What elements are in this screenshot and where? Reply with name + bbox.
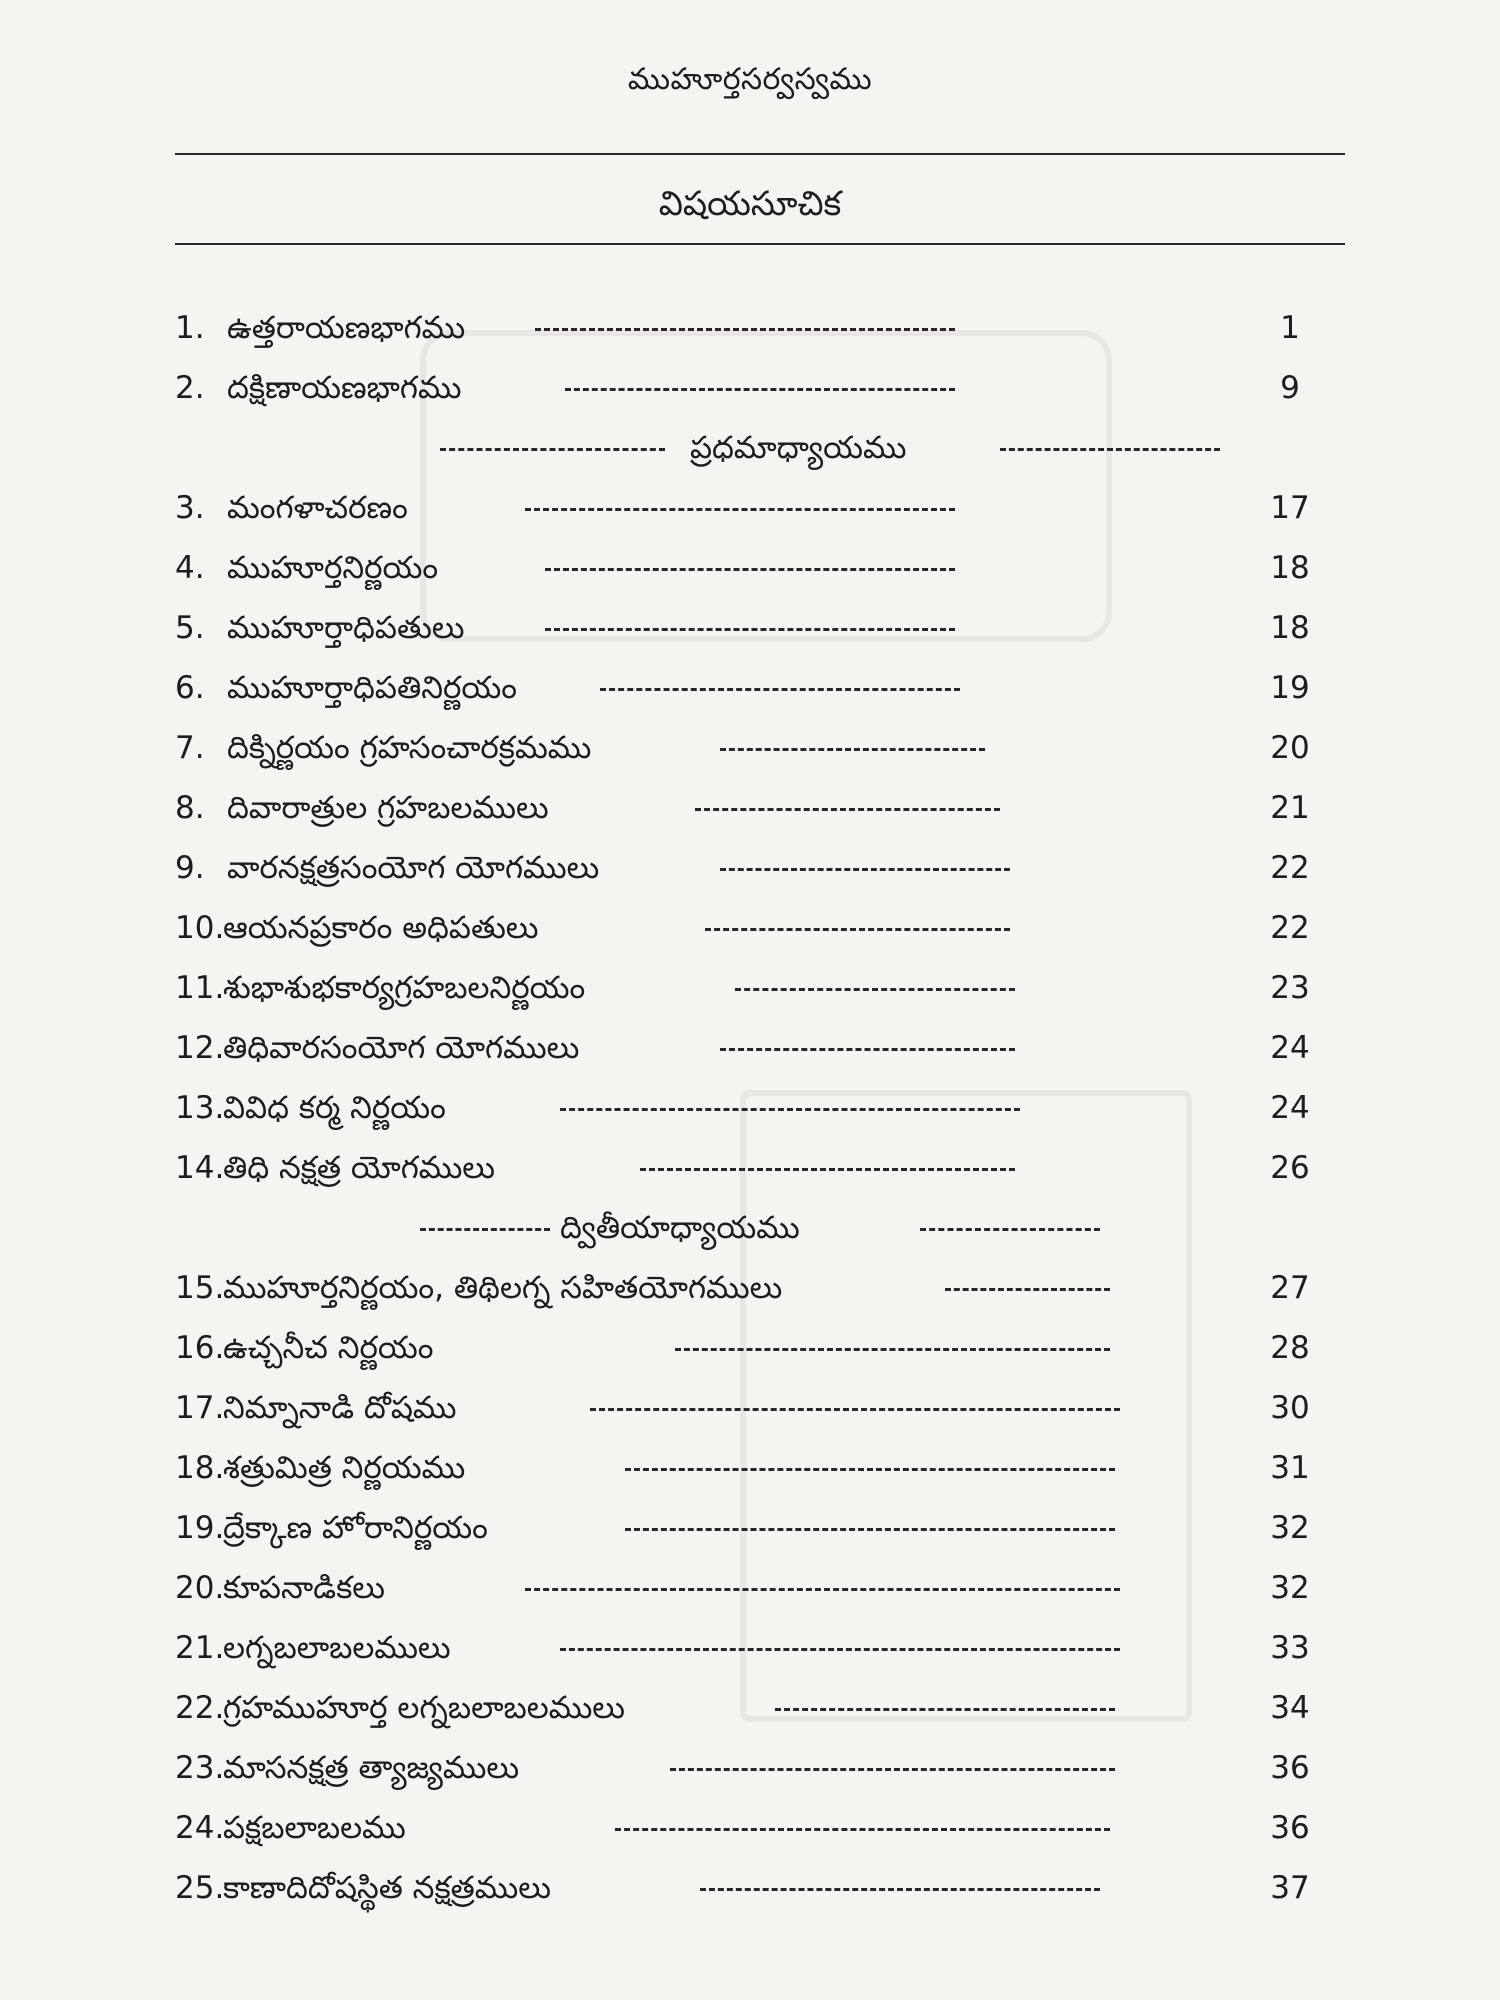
entry-number: 9. [175,850,205,886]
entry-page-number: 37 [1270,1870,1310,1906]
entry-title: లగ్నబలాబలములు [223,1630,451,1666]
leader-dashes [625,1468,1115,1471]
toc-entry [175,782,1345,834]
entry-number: 17. [175,1390,225,1426]
toc-heading: విషయసూచిక [658,184,842,224]
leader-dashes [535,328,955,331]
entry-title: ముహూర్తనిర్ణయం, తిథిలగ్న సహితయోగములు [223,1270,783,1306]
leader-dashes [775,1708,1115,1711]
entry-page-number: 32 [1270,1510,1310,1546]
toc-entry [175,662,1345,714]
leader-dashes [675,1348,1110,1351]
entry-page-number: 23 [1270,970,1310,1006]
leader-dashes [720,1048,1015,1051]
leader-dashes [670,1768,1115,1771]
entry-title: దివారాత్రుల గ్రహబలములు [227,790,549,826]
toc-entry [175,1802,1345,1854]
entry-title: పక్షబలాబలము [223,1810,406,1846]
entry-number: 4. [175,550,205,586]
entry-title: ముహూర్తనిర్ణయం [227,550,439,586]
leader-dashes [705,928,1010,931]
entry-page-number: 31 [1270,1450,1310,1486]
entry-page-number: 24 [1270,1030,1310,1066]
leader-dashes [945,1288,1110,1291]
toc-entry [175,1862,1345,1914]
entry-title: ఉత్తరాయణభాగము [227,310,466,346]
entry-title: ఆయనప్రకారం అధిపతులు [223,910,539,946]
entry-title: గ్రహముహూర్త లగ్నబలాబలములు [223,1690,626,1726]
entry-title: శత్రుమిత్ర నిర్ణయము [223,1450,466,1486]
leader-dashes [545,568,955,571]
toc-entry [175,1742,1345,1794]
toc-entry [175,1502,1345,1554]
toc-entry [175,1322,1345,1374]
entry-title: కాణాదిదోషస్థిత నక్షత్రములు [223,1870,551,1906]
leader-dashes [560,1648,1120,1651]
toc-entry [175,602,1345,654]
entry-page-number: 17 [1270,490,1310,526]
toc-entry [175,1082,1345,1134]
top-rule [175,153,1345,155]
entry-number: 19. [175,1510,225,1546]
toc-entry [175,962,1345,1014]
entry-title: ద్రేక్కాణ హోరానిర్ణయం [223,1510,488,1546]
entry-title: శుభాశుభకార్యగ్రహబలనిర్ణయం [223,970,586,1006]
leader-dashes [440,448,665,451]
entry-title: మాసనక్షత్ర త్యాజ్యములు [223,1750,520,1786]
entry-page-number: 9 [1280,370,1300,406]
leader-dashes [560,1108,1020,1111]
toc-entry [175,1382,1345,1434]
entry-page-number: 19 [1270,670,1310,706]
toc-entry [175,302,1345,354]
leader-dashes [735,988,1015,991]
entry-number: 23. [175,1750,225,1786]
toc-entry [175,1022,1345,1074]
entry-number: 21. [175,1630,225,1666]
chapter-title: ప్రధమాధ్యాయము [690,430,907,466]
entry-number: 6. [175,670,205,706]
entry-number: 5. [175,610,205,646]
entry-number: 2. [175,370,205,406]
entry-page-number: 18 [1270,550,1310,586]
heading-rule [175,243,1345,245]
entry-page-number: 26 [1270,1150,1310,1186]
leader-dashes [600,688,960,691]
toc-entry [175,542,1345,594]
leader-dashes [420,1228,550,1231]
leader-dashes [565,388,955,391]
entry-title: వారనక్షత్రసంయోగ యోగములు [227,850,600,886]
toc-entry [175,722,1345,774]
entry-page-number: 27 [1270,1270,1310,1306]
entry-page-number: 22 [1270,850,1310,886]
entry-title: ముహూర్తాధిపతులు [227,610,465,646]
toc-entry [175,482,1345,534]
entry-number: 11. [175,970,225,1006]
entry-number: 22. [175,1690,225,1726]
entry-title: ఉచ్చనీచ నిర్ణయం [223,1330,434,1366]
chapter-divider [175,1202,1345,1254]
entry-number: 3. [175,490,205,526]
entry-page-number: 18 [1270,610,1310,646]
entry-number: 7. [175,730,205,766]
entry-title: దక్షిణాయణభాగము [227,370,462,406]
toc-entry [175,1442,1345,1494]
toc-entry [175,842,1345,894]
entry-page-number: 32 [1270,1570,1310,1606]
leader-dashes [640,1168,1015,1171]
entry-title: కూపనాడికలు [223,1570,386,1606]
entry-number: 25. [175,1870,225,1906]
entry-number: 18. [175,1450,225,1486]
toc-entry [175,1142,1345,1194]
entry-title: తిధి నక్షత్ర యోగములు [223,1150,496,1186]
entry-page-number: 22 [1270,910,1310,946]
leader-dashes [590,1408,1120,1411]
entry-page-number: 1 [1280,310,1300,346]
entry-page-number: 33 [1270,1630,1310,1666]
leader-dashes [920,1228,1100,1231]
running-header-title: ముహూర్తసర్వస్వము [627,62,873,97]
entry-number: 20. [175,1570,225,1606]
entry-page-number: 30 [1270,1390,1310,1426]
entry-page-number: 34 [1270,1690,1310,1726]
entry-page-number: 28 [1270,1330,1310,1366]
entry-title: ముహూర్తాధిపతినిర్ణయం [227,670,517,706]
leader-dashes [615,1828,1110,1831]
toc-entry [175,1562,1345,1614]
toc-entry [175,1262,1345,1314]
chapter-divider [175,422,1345,474]
entry-number: 1. [175,310,205,346]
entry-title: దిక్నిర్ణయం గ్రహసంచారక్రమము [227,730,592,766]
leader-dashes [525,1588,1120,1591]
leader-dashes [625,1528,1115,1531]
leader-dashes [545,628,955,631]
entry-page-number: 36 [1270,1810,1310,1846]
entry-number: 8. [175,790,205,826]
chapter-title: ద్వితీయాధ్యాయము [560,1210,800,1246]
entry-number: 13. [175,1090,225,1126]
entry-number: 10. [175,910,225,946]
entry-title: వివిధ కర్మ నిర్ణయం [223,1090,446,1126]
entry-number: 24. [175,1810,225,1846]
toc-entry [175,1622,1345,1674]
entry-title: తిధివారసంయోగ యోగములు [223,1030,580,1066]
entry-page-number: 36 [1270,1750,1310,1786]
leader-dashes [720,748,985,751]
leader-dashes [1000,448,1220,451]
leader-dashes [525,508,955,511]
toc-entry [175,902,1345,954]
leader-dashes [720,868,1010,871]
toc-entry [175,362,1345,414]
toc-entry [175,1682,1345,1734]
entry-number: 14. [175,1150,225,1186]
entry-page-number: 21 [1270,790,1310,826]
leader-dashes [695,808,1000,811]
entry-number: 15. [175,1270,225,1306]
entry-page-number: 24 [1270,1090,1310,1126]
entry-number: 16. [175,1330,225,1366]
entry-page-number: 20 [1270,730,1310,766]
entry-title: నిమ్నానాడి దోషము [223,1390,457,1426]
entry-number: 12. [175,1030,225,1066]
entry-title: మంగళాచరణం [227,490,408,526]
leader-dashes [700,1888,1100,1891]
